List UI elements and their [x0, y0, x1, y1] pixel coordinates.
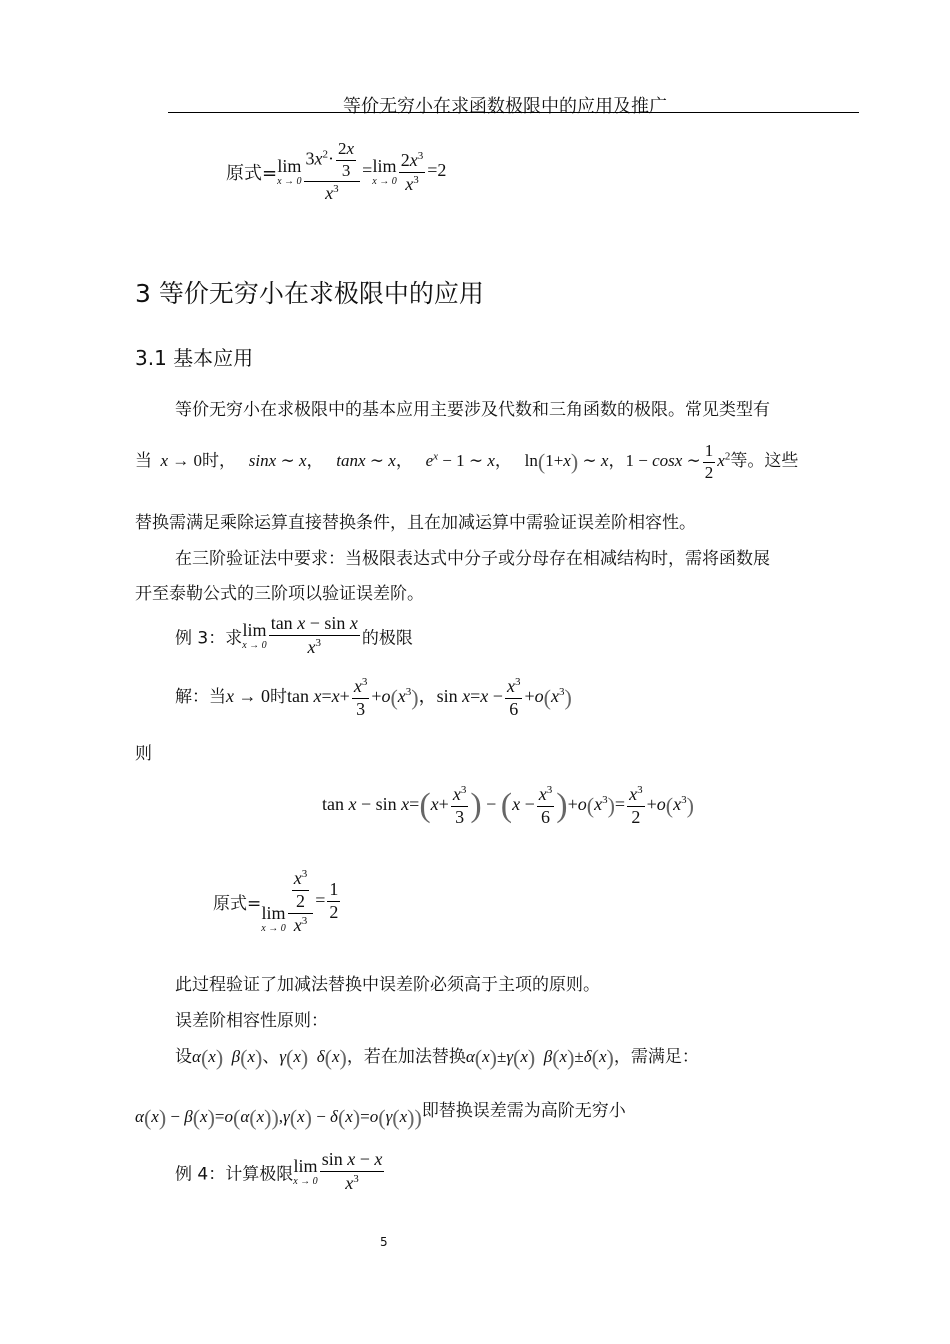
expansion-formula: tan x − sin x=(x+ $\frac{x^3}{3}$ ) − (x − $\frac{x^3}{6}$ )$+o(x^3)=$ $\frac{x^3}{2}$ $+o(x^3)$	[322, 784, 694, 827]
condition-mid: ，若在加法替换	[346, 1047, 466, 1067]
solution-label: 解：当	[175, 686, 226, 707]
section-heading: 3 等价无穷小在求极限中的应用	[135, 279, 484, 308]
formula-top: 原式=lim x → 0 $3x^2\cdot$ $\frac{2x}{3}$ $x^3$ =lim x → 0 $\frac{2x^3}{x^3}$ =2	[226, 139, 447, 204]
requirement-text: 即替换误差需为高阶无穷小	[421, 1101, 626, 1121]
formula-top-label: 原式=	[226, 163, 278, 185]
condition-prefix: 设	[175, 1047, 192, 1067]
subsection-heading: 3.1 基本应用	[135, 346, 254, 370]
example-3-solution: 解：当x → 0时tan x=x+ $\frac{x^3}{3}$ $+o(x^3)$，sin x=x − $\frac{x^3}{6}$ $+o(x^3)$	[175, 676, 572, 719]
verify-note: 此过程验证了加减法替换中误差阶必须高于主项的原则。	[175, 975, 600, 995]
example-3-result: 原式=lim x → 0 $\frac{\frac{x^3}{2}}{x^3}$ = $\frac{1}{2}$	[213, 868, 339, 935]
common-equivalents-line: 当 x → 0时， sinx ∼ x， tanx ∼ x， $e^x - 1$ ∼ x， ln(1+x) ∼ x，1 − cosx ∼ $\frac{1}{2}$ $x^2$等。这些	[135, 441, 799, 482]
example-4-statement: 例 4：计算极限lim x → 0 $\frac{\text{sin x − x}}{x^3}$	[175, 1149, 383, 1193]
page-header-title: 等价无穷小在求函数极限中的应用及推广	[343, 96, 667, 117]
example-4-label: 例 4：计算极限	[175, 1164, 294, 1185]
word-then: 则	[135, 744, 152, 764]
example-3-label: 例 3：求	[175, 628, 243, 649]
condition-suffix: ，需满足：	[613, 1047, 699, 1067]
word-dang: 当	[135, 451, 152, 472]
paragraph-2-line-2: 开至泰勒公式的三阶项以验证误差阶。	[135, 584, 424, 604]
paragraph-2-line-1: 在三阶验证法中要求：当极限表达式中分子或分母存在相减结构时，需将函数展	[175, 549, 770, 569]
page-number: 5	[380, 1235, 388, 1249]
principle-heading: 误差阶相容性原则：	[175, 1011, 328, 1031]
solution-shi: 时	[270, 686, 287, 707]
example-3-statement: 例 3：求lim x → 0 $\frac{\text{tan x − sin x}}{x^3}$ 的极限	[175, 613, 413, 657]
principle-requirement: α(x) − β(x)=o(α(x)),γ(x) − δ(x)=o(γ(x))即替换误差需为高阶无穷小	[135, 1101, 626, 1131]
word-deng-zhexie: 等。这些	[730, 451, 799, 472]
result-label: 原式=	[213, 894, 262, 915]
paragraph-1-line-1: 等价无穷小在求极限中的基本应用主要涉及代数和三角函数的极限。常见类型有	[175, 400, 770, 420]
principle-condition: 设α(x) β(x)、γ(x) δ(x)，若在加法替换α(x)±γ(x) β(x)±δ(x)，需满足：	[175, 1045, 699, 1071]
header-rule	[168, 112, 859, 113]
example-3-suffix: 的极限	[361, 628, 413, 649]
word-shi: 时，	[202, 451, 237, 472]
paragraph-1-line-3: 替换需满足乘除运算直接替换条件，且在加减运算中需验证误差阶相容性。	[135, 513, 696, 533]
